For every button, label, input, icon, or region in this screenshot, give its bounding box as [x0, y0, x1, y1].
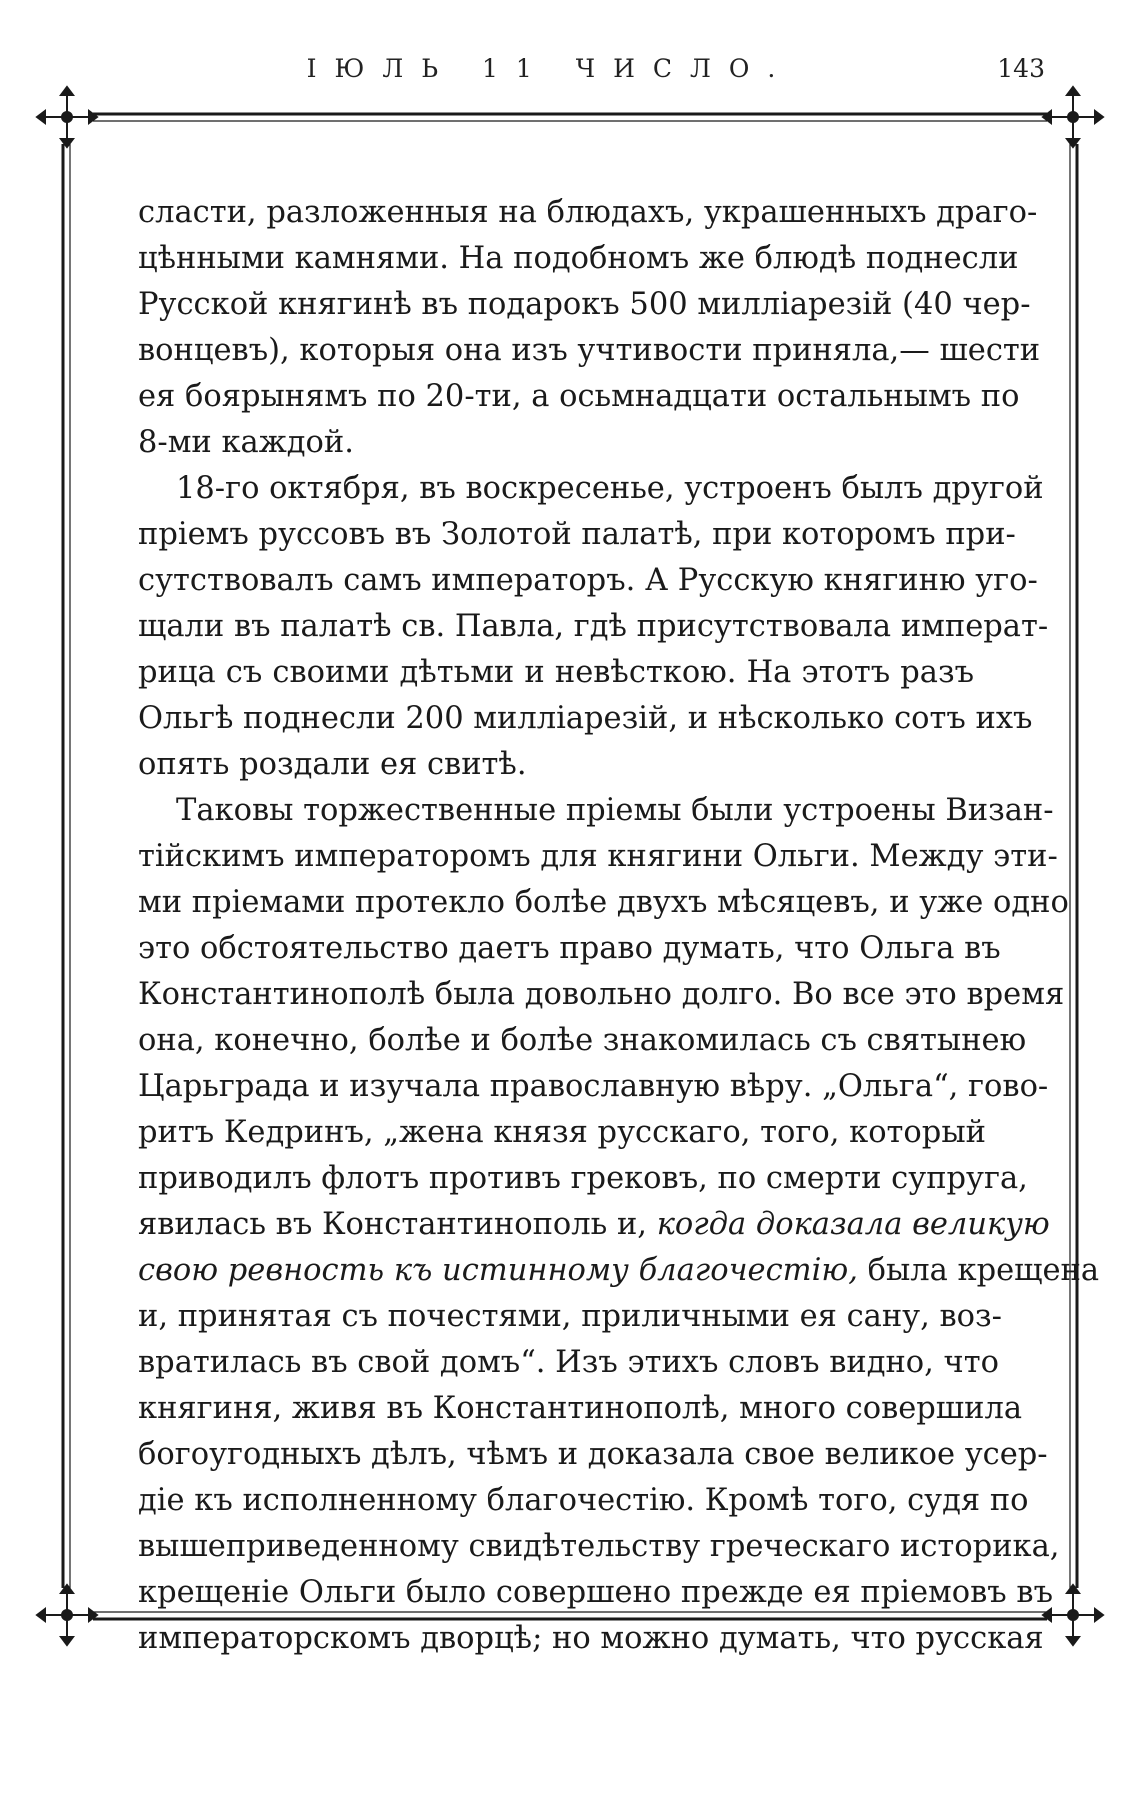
text-line: и, принятая съ почестями, приличными ея сану, воз-	[138, 1299, 1002, 1334]
text-line: ми пріемами протекло болѣе двухъ мѣсяцевъ, и уже одно	[138, 885, 1069, 920]
text-line: Царьграда и изучала православную вѣру. „Ольга“, гово-	[138, 1069, 1049, 1104]
text-line: опять роздали ея свитѣ.	[138, 747, 527, 782]
text-line: сласти, разложенныя на блюдахъ, украшенныхъ драго-	[138, 195, 1038, 230]
paragraph-3	[138, 788, 1100, 1662]
text-line: крещеніе Ольги было совершено прежде ея пріемовъ въ	[138, 1575, 1053, 1610]
text-line: 8-ми каждой.	[138, 425, 354, 460]
text-line-with-italic	[138, 1202, 1050, 1248]
text-line: императорскомъ дворцѣ; но можно думать, что русская	[138, 1621, 1044, 1656]
running-title: ІЮЛЬ 11 ЧИСЛО.	[306, 54, 794, 83]
text-line: цѣнными камнями. На подобномъ же блюдѣ поднесли	[138, 241, 1019, 276]
text-line: приводилъ флотъ противъ грековъ, по смерти супруга,	[138, 1161, 1028, 1196]
text-line: вышеприведенному свидѣтельству греческаго историка,	[138, 1529, 1060, 1564]
text-line: тійскимъ императоромъ для княгини Ольги. Между эти-	[138, 839, 1058, 874]
text-line: сутствовалъ самъ императоръ. А Русскую княгиню уго-	[138, 563, 1038, 598]
text-line: богоугодныхъ дѣлъ, чѣмъ и доказала свое великое усер-	[138, 1437, 1048, 1472]
italic-quote-fragment: когда доказала великую	[656, 1207, 1050, 1242]
text-line: рица съ своими дѣтьми и невѣсткою. На этотъ разъ	[138, 655, 974, 690]
text-line: княгиня, живя въ Константинополѣ, много совершила	[138, 1391, 1023, 1426]
paragraph-1	[138, 190, 1041, 466]
text-line: ея боярынямъ по 20-ти, а осьмнадцати остальнымъ по	[138, 379, 1020, 414]
text-line-with-italic	[138, 1248, 1100, 1294]
italic-quote-fragment: свою ревность къ истинному благочестію,	[138, 1253, 858, 1288]
page-body-text	[138, 190, 1100, 1662]
text-line: щали въ палатѣ св. Павла, гдѣ присутствовала императ-	[138, 609, 1049, 644]
text-line: ритъ Кедринъ, „жена князя русскаго, того, который	[138, 1115, 986, 1150]
text-fragment: была крещена	[867, 1253, 1100, 1288]
text-fragment: явилась въ Константинополь и,	[138, 1207, 647, 1242]
text-line: вратилась въ свой домъ“. Изъ этихъ словъ видно, что	[138, 1345, 999, 1380]
text-line: Ольгѣ поднесли 200 милліарезій, и нѣсколько сотъ ихъ	[138, 701, 1033, 736]
text-line: 18-го октября, въ воскресенье, устроенъ былъ другой	[176, 471, 1044, 506]
paragraph-2	[138, 466, 1049, 788]
page-number: 143	[997, 54, 1045, 83]
text-line: она, конечно, болѣе и болѣе знакомилась съ святынею	[138, 1023, 1027, 1058]
text-line: вонцевъ), которыя она изъ учтивости приняла,— шести	[138, 333, 1041, 368]
text-line: Таковы торжественные пріемы были устроены Визан-	[176, 793, 1054, 828]
text-line: Русской княгинѣ въ подарокъ 500 милліарезій (40 чер-	[138, 287, 1031, 322]
text-line: діе къ исполненному благочестію. Кромѣ того, судя по	[138, 1483, 1029, 1518]
text-line: это обстоятельство даетъ право думать, что Ольга въ	[138, 931, 1001, 966]
text-line: Константинополѣ была довольно долго. Во все это время	[138, 977, 1065, 1012]
text-line: пріемъ руссовъ въ Золотой палатѣ, при которомъ при-	[138, 517, 1016, 552]
